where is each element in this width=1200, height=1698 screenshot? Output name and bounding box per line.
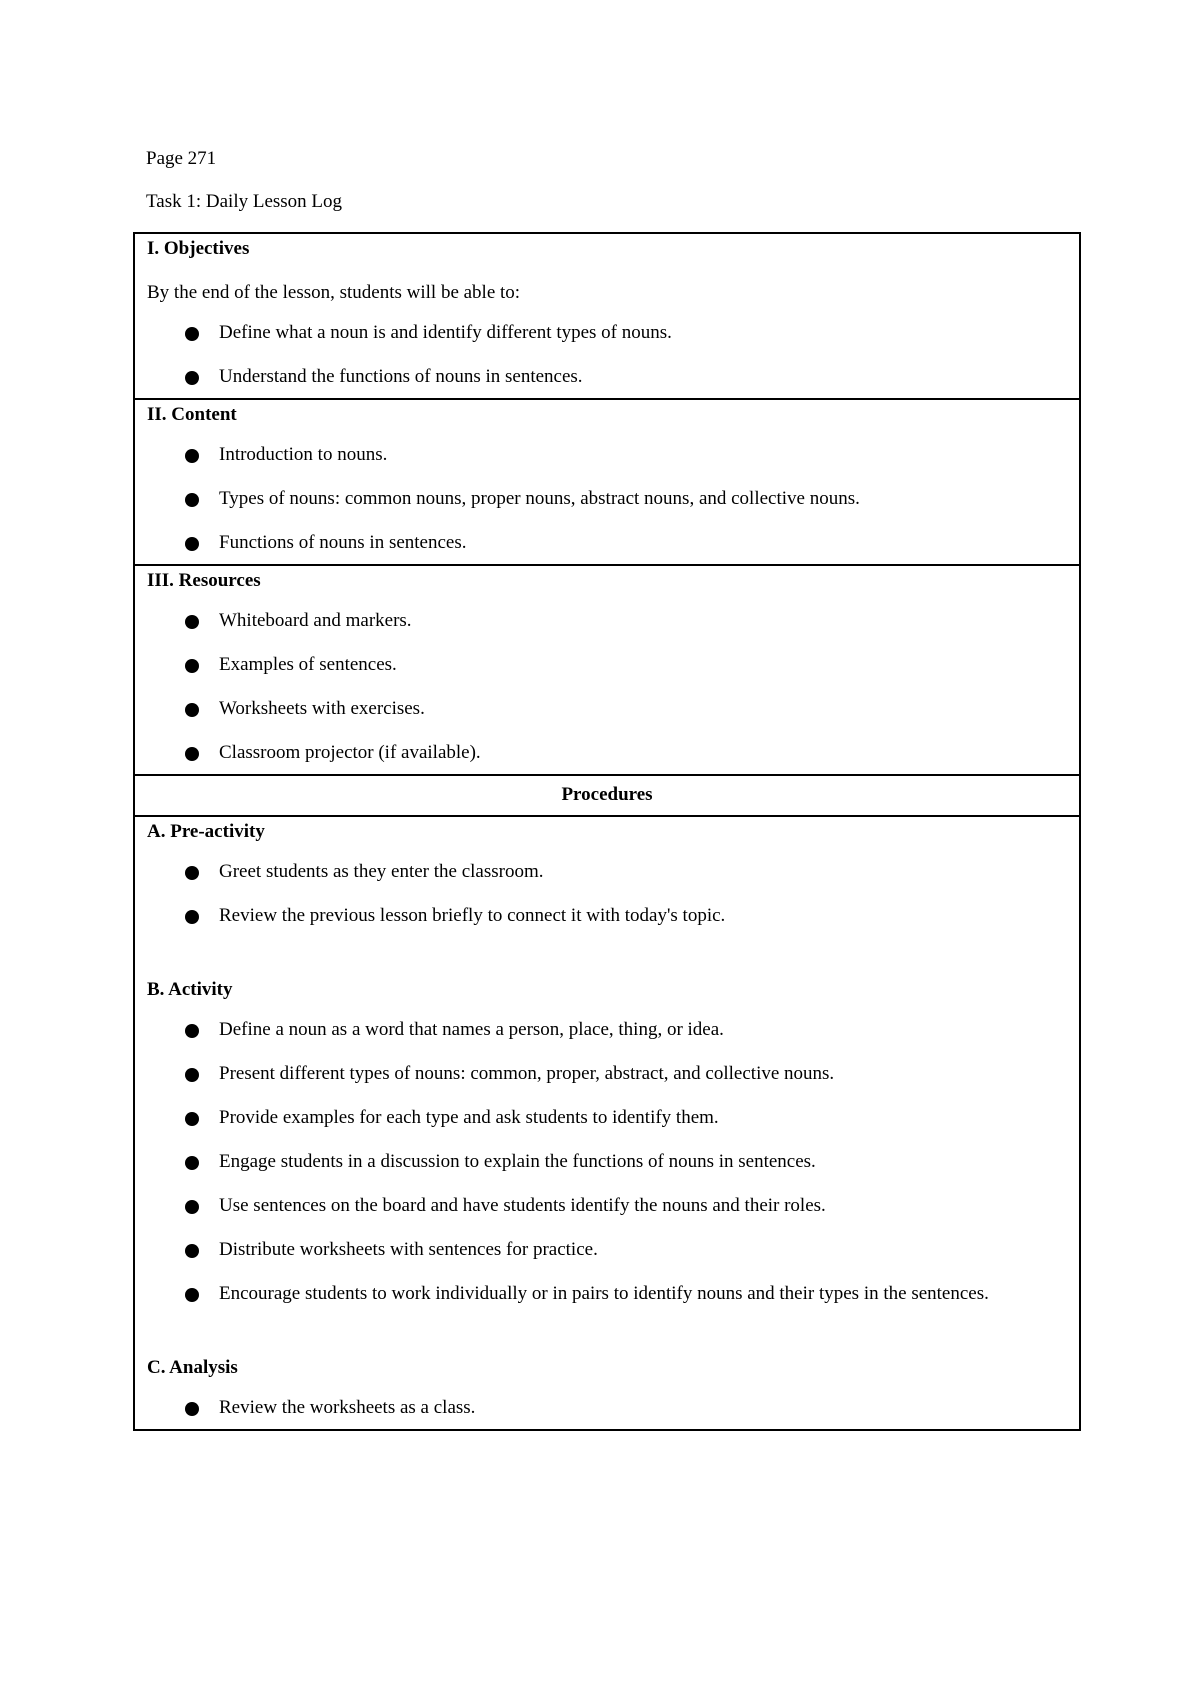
bullet-icon (185, 659, 199, 673)
list-item-text: Review the worksheets as a class. (219, 1397, 476, 1418)
analysis-heading: C. Analysis (147, 1357, 238, 1378)
list-item-text: Define a noun as a word that names a person, place, thing, or idea. (219, 1019, 724, 1040)
list-item (147, 444, 1067, 466)
list-item (147, 322, 1067, 344)
list-item (147, 1195, 1067, 1217)
bullet-icon (185, 1068, 199, 1082)
list-item (147, 366, 1067, 388)
list-item-text: Worksheets with exercises. (219, 698, 425, 719)
bullet-icon (185, 1112, 199, 1126)
bullet-icon (185, 703, 199, 717)
list-item (147, 1107, 1067, 1129)
bullet-icon (185, 1244, 199, 1258)
list-item (147, 1283, 1067, 1305)
content-heading: II. Content (147, 404, 237, 425)
list-item (147, 1397, 1067, 1419)
bullet-icon (185, 493, 199, 507)
list-item (147, 610, 1067, 632)
bullet-icon (185, 1402, 199, 1416)
activity-heading: B. Activity (147, 979, 233, 1000)
analysis-list (147, 1397, 1067, 1419)
pre-activity-list (147, 861, 1067, 927)
list-item (147, 905, 1067, 927)
list-item-text: Provide examples for each type and ask students to identify them. (219, 1107, 719, 1128)
content-list (147, 444, 1067, 554)
bullet-icon (185, 910, 199, 924)
resources-cell (134, 565, 1080, 775)
objectives-list (147, 322, 1067, 388)
list-item-text: Whiteboard and markers. (219, 610, 412, 631)
list-item-text: Engage students in a discussion to explain the functions of nouns in sentences. (219, 1151, 816, 1172)
activity-list (147, 1019, 1067, 1305)
procedures-title-cell (134, 775, 1080, 816)
resources-heading: III. Resources (147, 570, 261, 591)
list-item (147, 1063, 1067, 1085)
lesson-log-table (133, 232, 1081, 1431)
list-item (147, 654, 1067, 676)
list-item-text: Greet students as they enter the classroom. (219, 861, 544, 882)
list-item-text: Encourage students to work individually or in pairs to identify nouns and their types in the sentences. (219, 1283, 989, 1304)
list-item-text: Define what a noun is and identify different types of nouns. (219, 322, 672, 343)
list-item (147, 698, 1067, 720)
list-item (147, 1239, 1067, 1261)
bullet-icon (185, 537, 199, 551)
objectives-intro: By the end of the lesson, students will be able to: (147, 282, 521, 303)
list-item-text: Use sentences on the board and have students identify the nouns and their roles. (219, 1195, 826, 1216)
list-item-text: Classroom projector (if available). (219, 742, 481, 763)
list-item-text: Introduction to nouns. (219, 444, 388, 465)
list-item (147, 532, 1067, 554)
pre-activity-heading: A. Pre-activity (147, 821, 265, 842)
list-item (147, 742, 1067, 764)
bullet-icon (185, 1200, 199, 1214)
objectives-cell (134, 233, 1080, 399)
bullet-icon (185, 1288, 199, 1302)
bullet-icon (185, 1156, 199, 1170)
bullet-icon (185, 747, 199, 761)
procedures-cell (134, 816, 1080, 1430)
bullet-icon (185, 449, 199, 463)
list-item-text: Types of nouns: common nouns, proper nouns, abstract nouns, and collective nouns. (219, 488, 860, 509)
objectives-heading: I. Objectives (147, 238, 250, 259)
list-item-text: Functions of nouns in sentences. (219, 532, 467, 553)
list-item-text: Review the previous lesson briefly to connect it with today's topic. (219, 905, 726, 926)
content-cell (134, 399, 1080, 565)
bullet-icon (185, 1024, 199, 1038)
bullet-icon (185, 866, 199, 880)
page-number: Page 271 (146, 148, 217, 169)
list-item-text: Understand the functions of nouns in sentences. (219, 366, 583, 387)
list-item (147, 1151, 1067, 1173)
bullet-icon (185, 327, 199, 341)
procedures-title: Procedures (561, 784, 653, 805)
list-item (147, 861, 1067, 883)
bullet-icon (185, 371, 199, 385)
list-item-text: Examples of sentences. (219, 654, 397, 675)
bullet-icon (185, 615, 199, 629)
list-item-text: Present different types of nouns: common, proper, abstract, and collective nouns. (219, 1063, 835, 1084)
resources-list (147, 610, 1067, 764)
list-item (147, 488, 1067, 510)
list-item-text: Distribute worksheets with sentences for practice. (219, 1239, 598, 1260)
list-item (147, 1019, 1067, 1041)
task-title: Task 1: Daily Lesson Log (146, 191, 343, 212)
